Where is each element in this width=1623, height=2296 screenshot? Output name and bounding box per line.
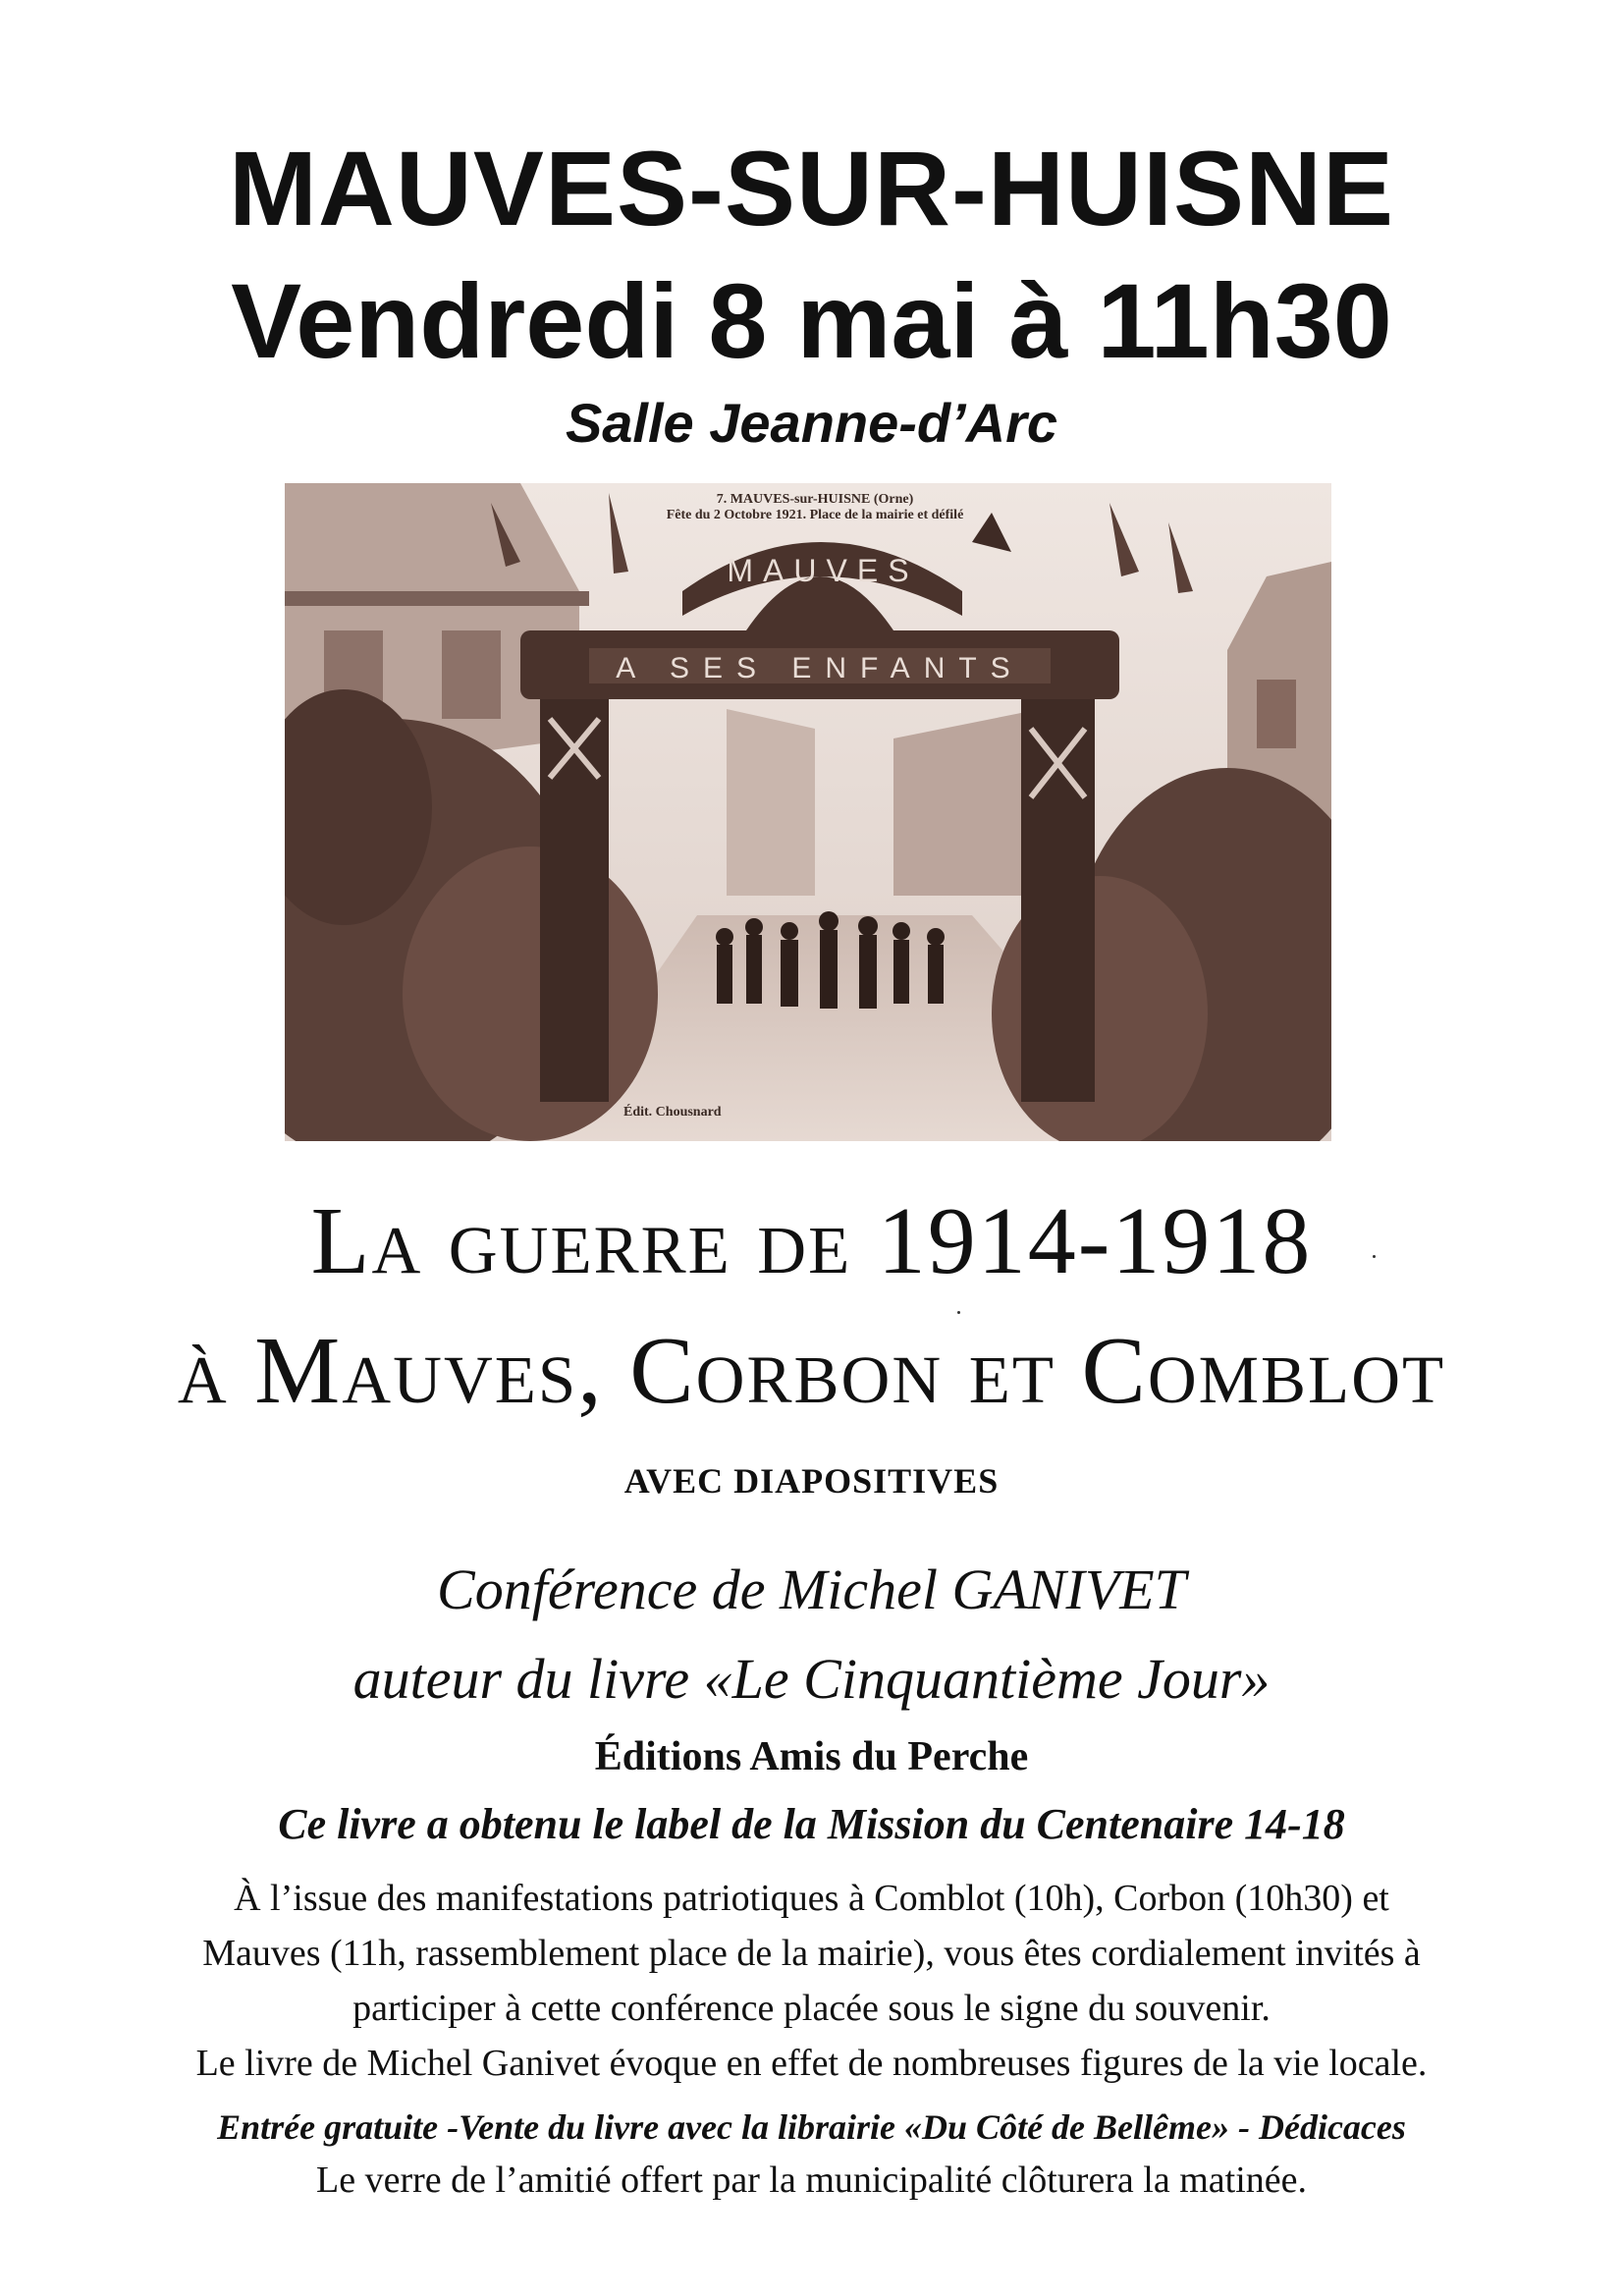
book-author-line: auteur du livre «Le Cinquantième Jour» bbox=[352, 1647, 1271, 1711]
talk-title-line2: à Mauves, Corbon et Comblot bbox=[177, 1318, 1446, 1424]
town-heading: MAUVES-SUR-HUISNE bbox=[228, 129, 1395, 247]
event-datetime: Vendredi 8 mai à 11h30 bbox=[231, 261, 1392, 380]
postcard-caption-line2: Fête du 2 Octobre 1921. Place de la mairie et défilé bbox=[666, 508, 964, 522]
postcard-credit: Édit. Chousnard bbox=[623, 1105, 722, 1120]
body-line: Le livre de Michel Ganivet évoque en effet de nombreuses figures de la vie locale. bbox=[195, 2043, 1428, 2084]
lecture-speaker: Conférence de Michel GANIVET bbox=[437, 1558, 1186, 1621]
body-line: participer à cette conférence placée sous le signe du souvenir. bbox=[352, 1988, 1271, 2029]
arch-top-text: MAUVES bbox=[727, 553, 919, 588]
entry-info: Entrée gratuite -Vente du livre avec la librairie «Du Côté de Bellême» - Dédicaces bbox=[217, 2107, 1406, 2147]
postcard-caption-line1: 7. MAUVES-sur-HUISNE (Orne) bbox=[716, 492, 914, 507]
talk-subtitle: AVEC DIAPOSITIVES bbox=[623, 1461, 1000, 1501]
event-venue: Salle Jeanne-d’Arc bbox=[565, 392, 1058, 454]
centenary-label: Ce livre a obtenu le label de la Mission du Centenaire 14-18 bbox=[278, 1800, 1345, 1848]
scan-speck bbox=[1373, 1255, 1376, 1258]
body-line: À l’issue des manifestations patriotiques à Comblot (10h), Corbon (10h30) et bbox=[234, 1878, 1389, 1919]
body-line: Mauves (11h, rassemblement place de la mairie), vous êtes cordialement invités à bbox=[202, 1933, 1421, 1974]
closing-note: Le verre de l’amitié offert par la municipalité clôturera la matinée. bbox=[316, 2159, 1307, 2201]
body-paragraph bbox=[0, 1871, 1623, 2091]
arch-banner-text: A SES ENFANTS bbox=[616, 652, 1024, 684]
scan-speck bbox=[957, 1311, 960, 1314]
publisher: Éditions Amis du Perche bbox=[594, 1734, 1029, 1779]
postcard-photo bbox=[285, 483, 1331, 1141]
talk-title-line1: La guerre de 1914-1918 bbox=[310, 1188, 1313, 1294]
